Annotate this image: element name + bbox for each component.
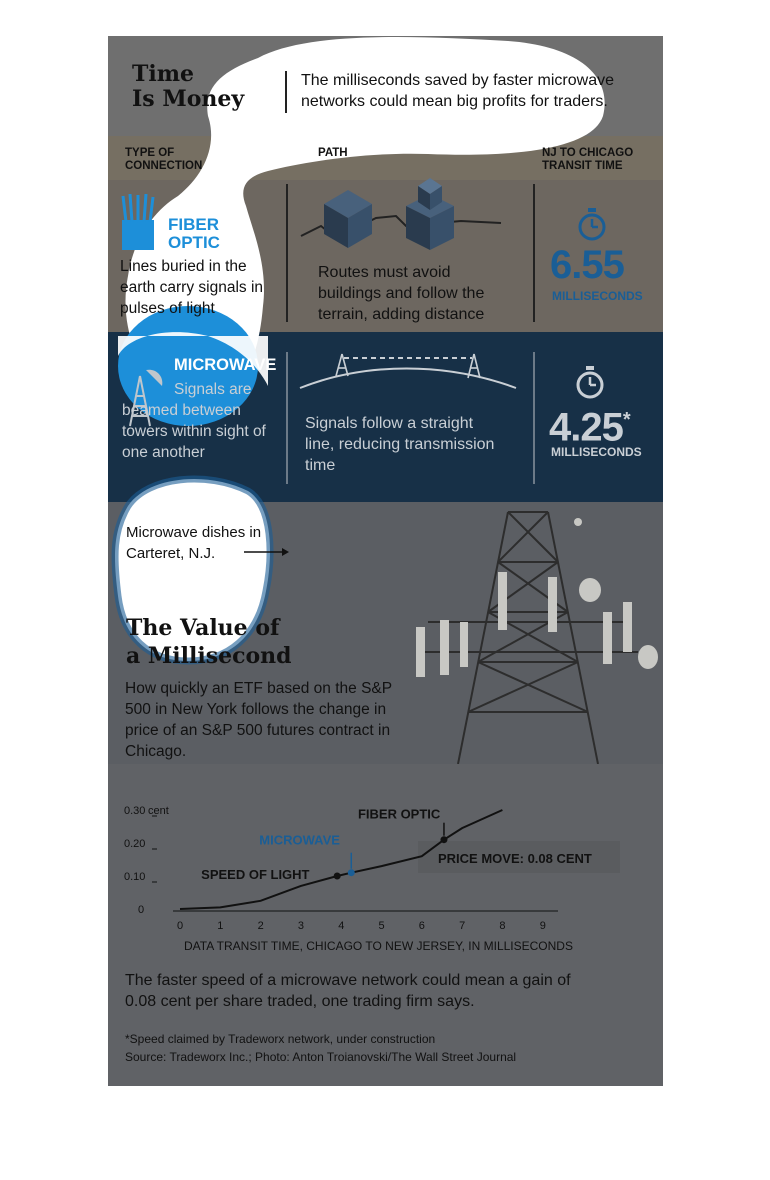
y-unit-label: cent (148, 805, 169, 817)
x-tick-label: 4 (338, 920, 345, 932)
column-header-path: PATH (318, 147, 348, 159)
millisecond-line-chart (108, 36, 663, 1086)
annotation-label: SPEED OF LIGHT (201, 867, 310, 882)
microwave-label: MICROWAVE (174, 356, 277, 374)
footnote: *Speed claimed by Tradeworx network, under construction (125, 1032, 436, 1046)
fiber-time-value: 6.55 (550, 243, 624, 287)
price-move-label: PRICE MOVE: 0.08 CENT (438, 851, 592, 866)
fiber-label-line-2: OPTIC (168, 233, 220, 252)
annotation-point (348, 869, 355, 876)
microwave-time-unit: MILLISECONDS (551, 445, 642, 459)
y-tick-label: 0.20 (124, 838, 146, 850)
title-line-1: Time (132, 61, 195, 87)
microwave-time-asterisk: * (622, 409, 630, 431)
x-tick-label: 9 (539, 920, 546, 932)
x-tick-label: 6 (418, 920, 425, 932)
section-title-line-2: a Millisecond (126, 643, 292, 669)
microwave-time-value: 4.25 (549, 405, 623, 450)
header-dek: The milliseconds saved by faster microwave networks could mean big profits for traders. (301, 72, 615, 110)
x-tick-label: 0 (177, 920, 184, 932)
column-header-type: TYPE OF CONNECTION (125, 147, 203, 172)
column-header-transit: NJ TO CHICAGO TRANSIT TIME (542, 147, 634, 172)
microwave-path-text: Signals follow a straight line, reducing transmission time (305, 415, 495, 474)
conclusion-text: The faster speed of a microwave network could mean a gain of 0.08 cent per share traded, one trading firm says. (125, 972, 571, 1010)
x-tick-label: 2 (257, 920, 264, 932)
microwave-description: Signals are beamed between towers within sight of one another (122, 381, 266, 461)
y-tick-label: 0.30 (124, 805, 146, 817)
fiber-label-line-1: FIBER (168, 215, 219, 234)
fiber-path-text: Routes must avoid buildings and follow the terrain, adding distance (318, 264, 485, 323)
x-axis-title: DATA TRANSIT TIME, CHICAGO TO NEW JERSEY, IN MILLISECONDS (184, 939, 573, 953)
infographic-panel (108, 36, 663, 1086)
annotation-label: MICROWAVE (259, 832, 340, 848)
source-line: Source: Tradeworx Inc.; Photo: Anton Troianovski/The Wall Street Journal (125, 1050, 517, 1064)
y-tick-label: 0.10 (124, 871, 146, 883)
title-line-2: Is Money (132, 86, 245, 112)
fiber-time-unit: MILLISECONDS (552, 289, 643, 303)
x-tick-label: 8 (499, 920, 506, 932)
photo-caption: Microwave dishes in Carteret, N.J. (126, 524, 262, 562)
section-title-line-1: The Value of (126, 615, 280, 641)
x-tick-label: 5 (378, 920, 385, 932)
fiber-description: Lines buried in the earth carry signals in pulses of light (120, 258, 264, 317)
section-dek: How quickly an ETF based on the S&P 500 in New York follows the change in price of an S&P 500 futures contract in Chicago. (125, 680, 392, 760)
x-tick-label: 7 (459, 920, 466, 932)
y-tick-label: 0 (138, 904, 145, 916)
annotation-point (440, 836, 447, 843)
annotation-label: FIBER OPTIC (357, 806, 441, 822)
annotation-point (334, 873, 341, 880)
x-tick-label: 1 (217, 920, 224, 932)
x-tick-label: 3 (297, 920, 305, 932)
